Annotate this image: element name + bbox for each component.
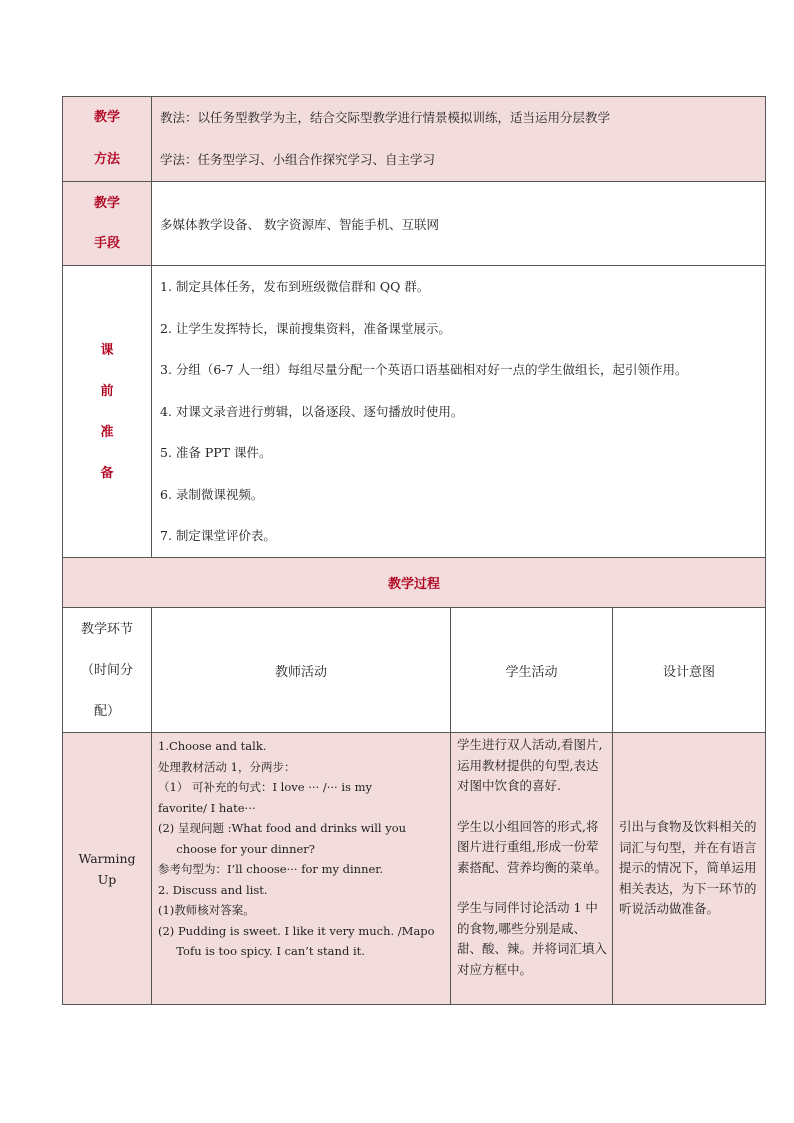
process-title xyxy=(63,558,766,608)
teacher-line-4: favorite/ I hate··· xyxy=(158,800,256,815)
methods-line-1: 教法：以任务型教学为主，结合交际型教学进行情景模拟训练，适当运用分层教学 xyxy=(160,110,611,125)
methods-label-1: 教学 xyxy=(93,110,120,125)
lesson-plan xyxy=(62,96,765,1005)
teacher-line-2: 处理教材活动 1，分两步： xyxy=(158,759,296,774)
warmup-stage-line-2: Up xyxy=(97,871,117,887)
prep-item-6: 6. 录制微课视频。 xyxy=(160,486,264,502)
prep-item-7: 7. 制定课堂评价表。 xyxy=(160,528,276,544)
prep-item-5: 5. 准备 PPT 课件。 xyxy=(160,445,272,461)
warmup-design: 引出与食物及饮料相关的词汇与句型，并在有语言提示的情况下，简单运用相关表达，为下一环节的听说活动做准备。 xyxy=(613,733,766,1005)
header-stage-line-3: 配） xyxy=(93,703,120,719)
prep-label-char-4: 备 xyxy=(100,465,114,481)
prep-label-char-3: 准 xyxy=(100,424,114,440)
methods-line-2: 学法：任务型学习、小组合作探究学习、自主学习 xyxy=(160,152,436,167)
teacher-line-10: (2) Pudding is sweet. I like it very much. /Mapo xyxy=(158,923,435,938)
prep-label-cell xyxy=(63,266,152,558)
process-title-row xyxy=(63,558,766,608)
warmup-stage-line-1: Warming xyxy=(78,850,136,866)
warmup-teacher xyxy=(152,733,451,1005)
student-para-3: 学生与同伴讨论活动 1 中的食物,哪些分别是咸、甜、酸、辣。并将词汇填入对应方框中。 xyxy=(457,900,608,977)
prep-item-3: 3. 分组（6-7 人一组）每组尽量分配一个英语口语基础相对好一点的学生做组长，起引领作用。 xyxy=(160,362,688,378)
teacher-line-7: 参考句型为：I’ll choose··· for my dinner. xyxy=(158,862,384,876)
means-content: 多媒体教学设备、 数字资源库、智能手机、互联网 xyxy=(152,182,766,266)
prep-row xyxy=(63,266,766,558)
prep-item-1: 1. 制定具体任务，发布到班级微信群和 QQ 群。 xyxy=(160,279,430,295)
header-stage-line-1: 教学环节 xyxy=(80,621,133,637)
header-teacher: 教师活动 xyxy=(152,608,451,733)
warmup-stage xyxy=(63,733,152,1005)
methods-label-cell xyxy=(63,97,152,182)
student-para-1: 学生进行双人活动,看图片,运用教材提供的句型,表达对图中饮食的喜好. xyxy=(457,737,603,793)
header-stage-line-2: （时间分 xyxy=(80,662,133,678)
teacher-line-11: Tofu is too spicy. I can’t stand it. xyxy=(158,944,365,958)
teacher-line-9: (1)教师核对答案。 xyxy=(158,903,255,917)
teacher-line-3: （1） 可补充的句式：I love ··· /··· is my xyxy=(158,780,372,794)
prep-list xyxy=(152,266,766,558)
prep-label-char-1: 课 xyxy=(100,342,114,358)
means-label-2: 手段 xyxy=(93,235,120,251)
header-design: 设计意图 xyxy=(613,608,766,733)
methods-content xyxy=(152,97,766,182)
header-student: 学生活动 xyxy=(451,608,613,733)
methods-label-2: 方法 xyxy=(93,152,120,167)
header-stage xyxy=(63,608,152,733)
teacher-line-5: (2) 呈现问题 :What food and drinks will you xyxy=(158,821,407,835)
means-label-cell xyxy=(63,182,152,266)
prep-label-char-2: 前 xyxy=(100,383,114,399)
student-para-2: 学生以小组回答的形式,将图片进行重组,形成一份荤素搭配、营养均衡的菜单。 xyxy=(457,818,608,875)
means-label-1: 教学 xyxy=(93,195,120,211)
prep-item-4: 4. 对课文录音进行剪辑，以备逐段、逐句播放时使用。 xyxy=(160,403,464,419)
warmup-student xyxy=(451,733,613,1005)
teacher-line-8: 2. Discuss and list. xyxy=(158,882,268,897)
prep-item-2: 2. 让学生发挥特长，课前搜集资料，准备课堂展示。 xyxy=(160,320,451,336)
process-title-text: 教学过程 xyxy=(388,577,441,592)
teacher-line-1: 1.Choose and talk. xyxy=(158,739,267,753)
methods-row xyxy=(63,97,766,182)
teacher-line-6: choose for your dinner? xyxy=(158,841,315,856)
means-row xyxy=(63,182,766,266)
lesson-plan-table xyxy=(62,96,766,1005)
process-header-row xyxy=(63,608,766,733)
warmup-row xyxy=(63,733,766,1005)
